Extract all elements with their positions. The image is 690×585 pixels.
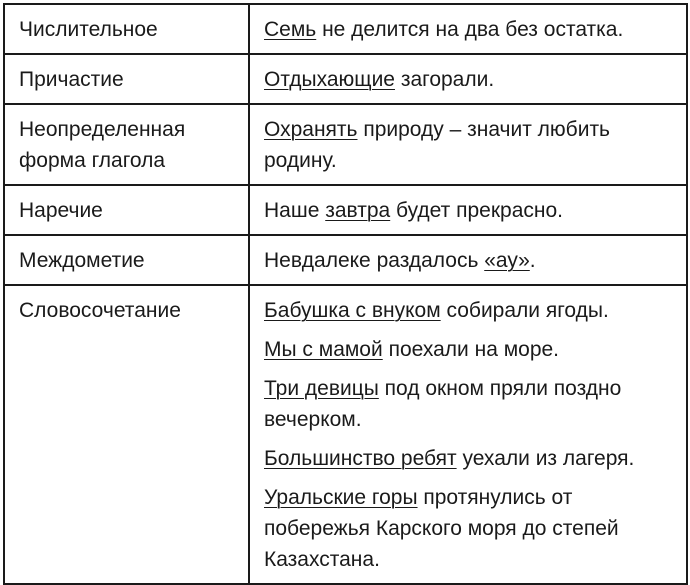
table-row <box>4 235 687 285</box>
example-suffix: природу – значит любить родину. <box>264 118 611 172</box>
table-row <box>4 54 687 104</box>
underlined-subject: Бабушка с внуком <box>264 299 441 322</box>
underlined-subject: Уральские горы <box>264 486 418 509</box>
table-row <box>4 4 687 54</box>
example-cell <box>249 235 687 285</box>
underlined-subject: «ау» <box>484 249 530 272</box>
example-sentence <box>264 373 674 435</box>
example-cell <box>249 285 687 584</box>
example-suffix: под окном пряли поздно вечерком. <box>264 377 622 431</box>
example-suffix: протянулись от побережья Карского моря до степей Казахстана. <box>264 486 619 571</box>
underlined-subject: Большинство ребят <box>264 447 457 470</box>
example-suffix: поехали на море. <box>382 338 560 361</box>
example-prefix: Невдалеке раздалось <box>264 249 485 272</box>
example-sentence <box>264 64 674 95</box>
example-cell <box>249 104 687 185</box>
example-prefix: Наше <box>264 199 326 222</box>
underlined-subject: Отдыхающие <box>264 68 395 91</box>
term-cell: Наречие <box>4 185 249 235</box>
example-sentence <box>264 245 674 276</box>
example-sentence <box>264 482 674 575</box>
term-cell: Числительное <box>4 4 249 54</box>
example-cell <box>249 4 687 54</box>
underlined-subject: завтра <box>325 199 391 222</box>
example-suffix: не делится на два без остатка. <box>316 18 624 41</box>
term-cell: Причастие <box>4 54 249 104</box>
underlined-subject: Охранять <box>264 118 358 141</box>
example-sentence <box>264 443 674 474</box>
grammar-table-body <box>4 4 687 584</box>
example-cell <box>249 185 687 235</box>
underlined-subject: Три девицы <box>264 377 379 400</box>
example-suffix: будет прекрасно. <box>390 199 563 222</box>
term-cell: Словосочетание <box>4 285 249 584</box>
term-cell: Междометие <box>4 235 249 285</box>
example-sentence <box>264 195 674 226</box>
table-row <box>4 104 687 185</box>
example-sentence <box>264 295 674 326</box>
example-suffix: собирали ягоды. <box>440 299 609 322</box>
underlined-subject: Семь <box>264 18 317 41</box>
term-cell: Неопределенная форма глагола <box>4 104 249 185</box>
grammar-table <box>3 3 688 585</box>
example-sentence <box>264 114 674 176</box>
table-row <box>4 185 687 235</box>
example-sentence <box>264 14 674 45</box>
table-row <box>4 285 687 584</box>
example-cell <box>249 54 687 104</box>
example-suffix: загорали. <box>394 68 495 91</box>
example-suffix: . <box>529 249 536 272</box>
example-sentence <box>264 334 674 365</box>
example-suffix: уехали из лагеря. <box>456 447 635 470</box>
underlined-subject: Мы с мамой <box>264 338 383 361</box>
